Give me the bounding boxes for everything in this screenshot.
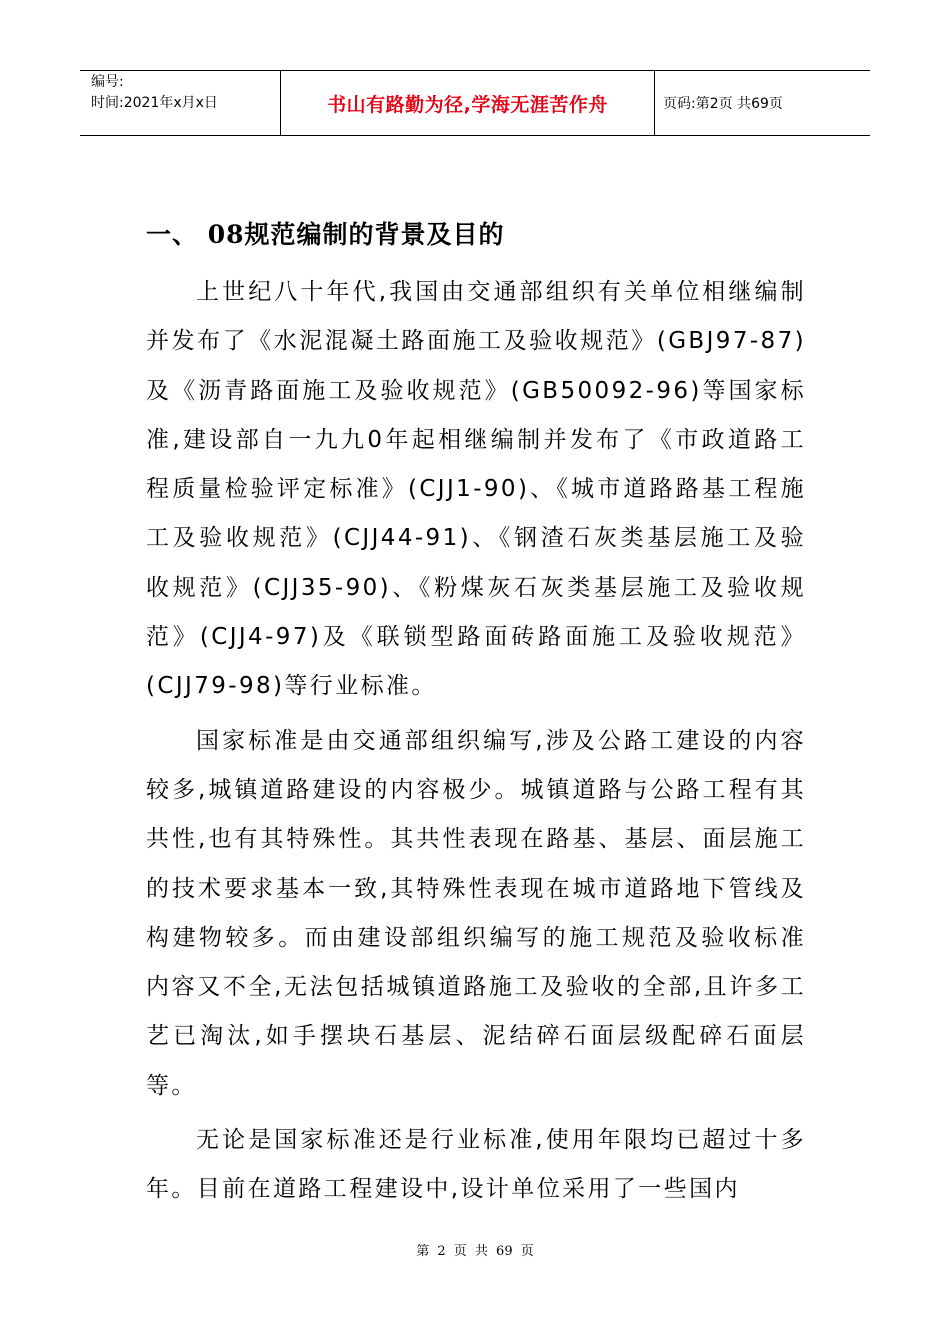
header-motto: 书山有路勤为径,学海无涯苦作舟 — [281, 71, 655, 135]
body-paragraph: 无论是国家标准还是行业标准,使用年限均已超过十多年。目前在道路工程建设中,设计单位采用了一些国内 — [146, 1127, 806, 1203]
body-paragraph: 上世纪八十年代,我国由交通部组织有关单位相继编制并发布了《水泥混凝土路面施工及验收规范》(GBJ97-87)及《沥青路面施工及验收规范》(GB50092-96)等国家标准,建设部自一九九0年起相继编制并发布了《市政道路工程质量检验评定标准》(CJJ1-90)、《城市道路路基工程施工及验收规范》(CJJ44-91)、《钢渣石灰类基层施工及验收规范》(CJJ35-90)、《粉煤灰石灰类基层施工及验收规范》(CJJ4-97)及《联锁型路面砖路面施工及验收规范》(CJJ79-98)等行业标准。 — [146, 279, 806, 700]
page-footer: 第 2 页 共 69 页 — [416, 1244, 534, 1259]
document-body — [146, 210, 806, 1217]
header-meta — [80, 71, 281, 135]
document-header — [80, 70, 870, 136]
section-title: 一、 08规范编制的背景及目的 — [146, 220, 505, 249]
document-number-label: 编号: — [91, 74, 124, 90]
header-page-info: 页码:第2页 共69页 — [663, 96, 783, 112]
document-time-label: 时间:2021年x月x日 — [91, 95, 218, 111]
body-paragraph: 国家标准是由交通部组织编写,涉及公路工建设的内容较多,城镇道路建设的内容极少。城镇道路与公路工程有其共性,也有其特殊性。其共性表现在路基、基层、面层施工的技术要求基本一致,其特殊性表现在城市道路地下管线及构建物较多。而由建设部组织编写的施工规范及验收标准内容又不全,无法包括城镇道路施工及验收的全部,且许多工艺已淘汰,如手摆块石基层、泥结碎石面层级配碎石面层等。 — [146, 727, 806, 1099]
